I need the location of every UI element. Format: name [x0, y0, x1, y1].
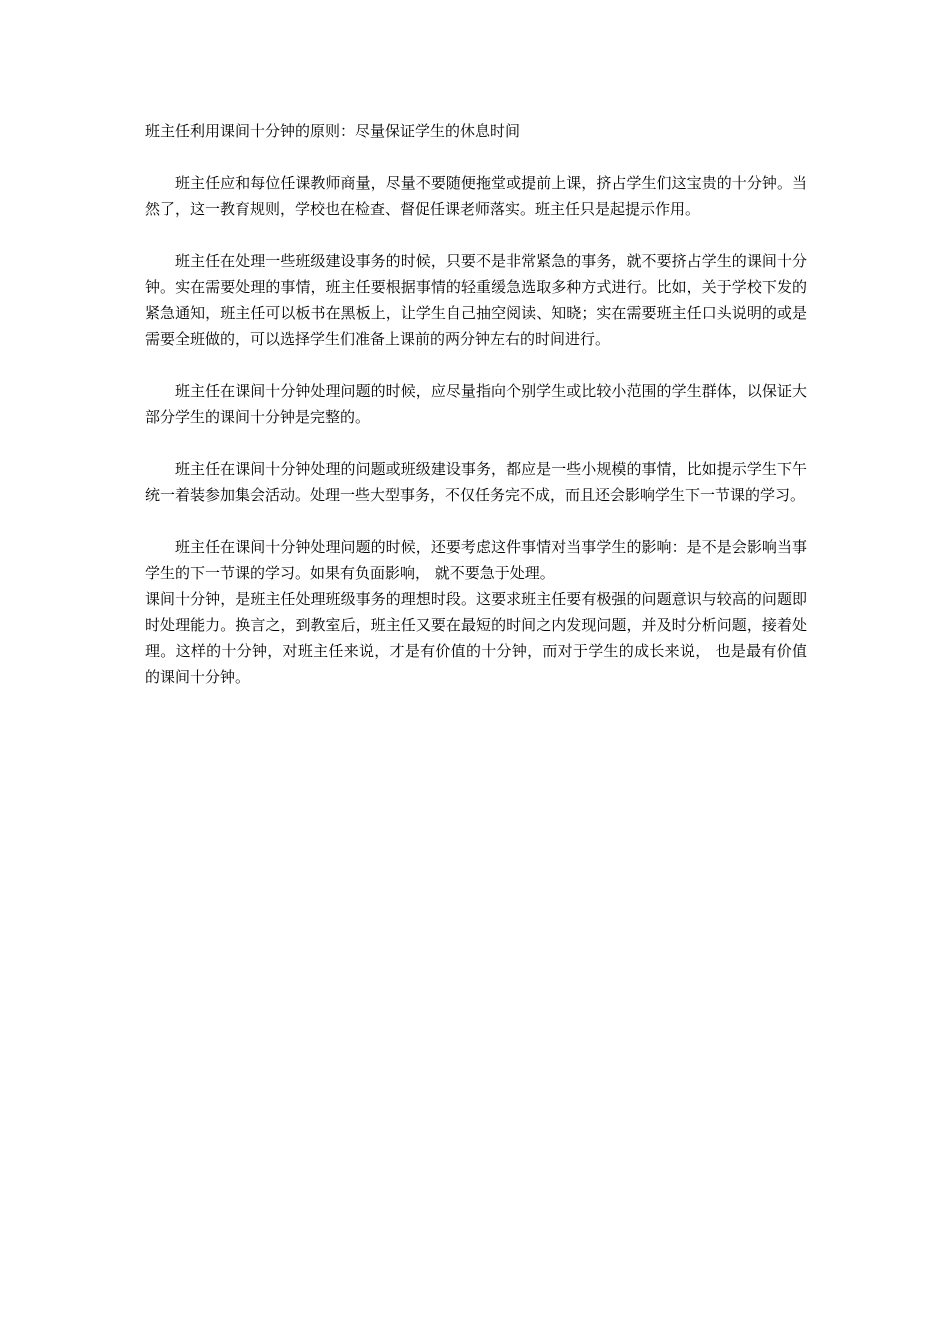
- paragraph-2: 班主任在处理一些班级建设事务的时候，只要不是非常紧急的事务，就不要挤占学生的课间十分钟。实在需要处理的事情，班主任要根据事情的轻重缓急选取多种方式进行。比如，关于学校下发的紧急通知，班主任可以板书在黑板上，让学生自己抽空阅读、知晓；实在需要班主任口头说明的或是需要全班做的，可以选择学生们准备上课前的两分钟左右的时间进行。: [145, 252, 807, 348]
- document-title: 班主任利用课间十分钟的原则：尽量保证学生的休息时间: [145, 122, 521, 140]
- paragraph-1: 班主任应和每位任课教师商量，尽量不要随便拖堂或提前上课，挤占学生们这宝贵的十分钟。当然了，这一教育规则，学校也在检查、督促任课老师落实。班主任只是起提示作用。: [145, 174, 807, 218]
- document-page: [145, 118, 807, 690]
- closing-paragraph: 课间十分钟，是班主任处理班级事务的理想时段。这要求班主任要有极强的问题意识与较高的问题即时处理能力。换言之，到教室后，班主任又要在最短的时间之内发现问题，并及时分析问题，接着处理。这样的十分钟，对班主任来说，才是有价值的十分钟，而对于学生的成长来说， 也是最有价值的课间十分钟。: [145, 590, 807, 686]
- paragraph-3: 班主任在课间十分钟处理问题的时候，应尽量指向个别学生或比较小范围的学生群体，以保证大部分学生的课间十分钟是完整的。: [145, 382, 807, 426]
- paragraph-5: 班主任在课间十分钟处理问题的时候，还要考虑这件事情对当事学生的影响：是不是会影响当事学生的下一节课的学习。如果有负面影响， 就不要急于处理。: [145, 538, 807, 582]
- paragraph-4: 班主任在课间十分钟处理的问题或班级建设事务，都应是一些小规模的事情，比如提示学生下午统一着装参加集会活动。处理一些大型事务，不仅任务完不成，而且还会影响学生下一节课的学习。: [145, 460, 807, 504]
